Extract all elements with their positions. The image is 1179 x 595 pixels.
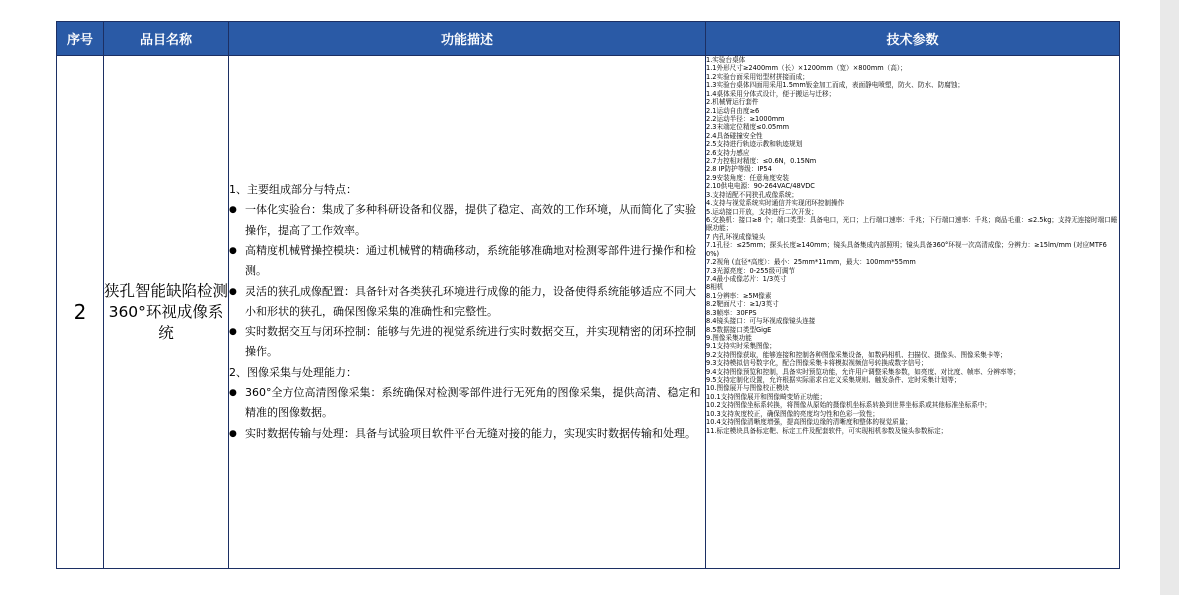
description-heading: 1、主要组成部分与特点： [229,183,357,197]
tech-param-line: 11.标定模块具备标定靶、标定工件及配套软件，可实现相机参数及镜头参数标定； [706,426,948,435]
tech-param-line: 10.1支持图像展开和图像畸变矫正功能； [706,392,827,401]
tech-param-line: 8.5数据接口类型GigE [706,325,772,334]
tech-param-line: 2.机械臂运行套件 [706,98,759,107]
tech-param-line: 2.2运动半径：≥1000mm [706,114,785,123]
header-tech-params: 技术参数 [706,22,1120,56]
table-header-row [57,22,1120,56]
description-bullet: ● 实时数据传输与处理：具备与试验项目软件平台无缝对接的能力，实现实时数据传输和处理。 [229,424,705,444]
description-bullet: ● 360°全方位高清图像采集：系统确保对检测零部件进行无死角的图像采集，提供高清、稳定和精准的图像数据。 [229,383,705,424]
tech-param-line: 9.1支持实时采集图像； [706,342,776,351]
description-list [229,180,705,444]
table-row [57,56,1120,569]
tech-param-line: 3.支持适配不同狭孔成像系统； [706,190,799,199]
description-bullet: ● 高精度机械臂操控模块：通过机械臂的精确移动，系统能够准确地对检测零部件进行操作和检测。 [229,241,705,282]
description-bullet: ● 灵活的狭孔成像配置：具备针对各类狭孔环境进行成像的能力，设备使得系统能够适应不同大小和形状的狭孔，确保图像采集的准确性和完整性。 [229,282,705,323]
tech-param-line: 7.1孔径：≤25mm；探头长度≥140mm；镜头具备集成内部照明；镜头具备360°环视一次高清成像；分辨力：≥15lm/mm (对应MTF60%) [706,241,1107,258]
tech-param-line: 5.运动接口开放，支持进行二次开发； [706,207,818,216]
tech-param-line: 10.4支持图像清晰度增强，提高图像边缘的清晰度和整体的视觉质量； [706,418,912,427]
tech-param-line: 10.3支持灰度校正，确保图像的亮度均匀性和色彩一致性； [706,409,879,418]
tech-param-line: 9.3支持模拟信号数字化，配合图像采集卡将模拟视频信号转换成数字信号； [706,359,928,368]
tech-param-line: 8.3帧率：30FPS [706,308,757,317]
spec-table [56,21,1120,569]
tech-param-line: 1.实验台桌体 [706,56,746,64]
description-heading: 2、图像采集与处理能力： [229,365,357,379]
tech-param-line: 9.5支持定制化设置，允许根据实际需求自定义采集规则、触发条件、定时采集计划等； [706,376,961,385]
tech-param-line: 2.6支持力感应 [706,148,750,157]
tech-params-list [706,56,1119,435]
tech-param-line: 2.3末端定位精度≤0.05mm [706,123,790,132]
tech-param-line: 8相机 [706,283,724,292]
tech-param-line: 8.4镜头接口：可与环视成像镜头连接 [706,317,816,326]
tech-param-line: 9.4支持图像预览和控制，具备实时预览功能，允许用户调整采集参数，如亮度、对比度、帧率、分辨率等； [706,367,1020,376]
tech-param-line: 8.1分辨率：≥5M像素 [706,291,772,300]
description-cell [229,56,706,569]
header-description: 功能描述 [229,22,706,56]
tech-param-line: 1.4桌体采用分体式设计，便于搬运与迁移； [706,89,836,98]
tech-param-line: 10.图像展开与图像校正模块 [706,384,790,393]
tech-param-line: 2.4具备碰撞安全性 [706,131,763,140]
tech-param-line: 10.2支持图像坐标系转换，将图像从原始的摄像机坐标系转换到世界坐标系或其他标准坐标系中； [706,401,992,410]
description-bullet: ● 一体化实验台：集成了多种科研设备和仪器，提供了稳定、高效的工作环境，从而简化了实验操作，提高了工作效率。 [229,200,705,241]
tech-param-line: 2.1运动自由度≥6 [706,106,760,115]
tech-param-line: 7.3光源亮度：0-255级可调节 [706,266,795,275]
tech-param-line: 8.2靶面尺寸：≥1/3英寸 [706,300,779,309]
tech-param-line: 2.7力控相对精度：≤0.6N，0.15Nm [706,157,817,166]
header-no: 序号 [57,22,104,56]
tech-param-line: 1.3实验台桌体四面用采用1.5mm钣金加工而成，表面静电喷塑，防火、防水、防腐蚀； [706,81,965,90]
tech-param-line: 9.2支持图像获取，能够连接和控制各种图像采集设备，如数码相机、扫描仪、摄像头、图像采集卡等； [706,350,1007,359]
description-bullet: ● 实时数据交互与闭环控制：能够与先进的视觉系统进行实时数据交互，并实现精密的闭环控制操作。 [229,322,705,363]
tech-param-line: 9.图像采集功能 [706,333,752,342]
tech-param-line: 7 内孔环视成像镜头 [706,232,766,241]
row-number: 2 [57,56,104,569]
tech-param-line: 2.8 IP防护等级：IP54 [706,165,772,174]
tech-params-cell [706,56,1120,569]
tech-param-line: 7.4最小成像芯片：1/3英寸 [706,274,787,283]
tech-param-line: 2.10供电电源：90-264VAC/48VDC [706,182,815,191]
tech-param-line: 1.1外形尺寸≥2400mm（长）×1200mm（宽）×800mm（高）； [706,64,907,73]
tech-param-line: 2.9安装角度：任意角度安装 [706,173,790,182]
tech-param-line: 2.5支持进行轨迹示教和轨迹规划 [706,140,803,149]
tech-param-line: 6.交换机：接口≥8 个；端口类型：具备电口，光口；上行端口速率：千兆；下行端口速率：千兆；商品毛重：≤2.5kg；支持无连接时端口睡眠功能； [706,216,1118,233]
tech-param-line: 4.支持与视觉系统实时通信并实现闭环控制操作 [706,199,845,208]
tech-param-line: 1.2实验台面采用铝型材拼接而成； [706,72,809,81]
scrollbar-gutter[interactable] [1160,0,1179,595]
item-name: 狭孔智能缺陷检测 360°环视成像系统 [104,56,229,569]
header-item-name: 品目名称 [104,22,229,56]
tech-param-line: 7.2视角 (直径*高度）：最小：25mm*11mm，最大：100mm*55mm [706,258,916,267]
